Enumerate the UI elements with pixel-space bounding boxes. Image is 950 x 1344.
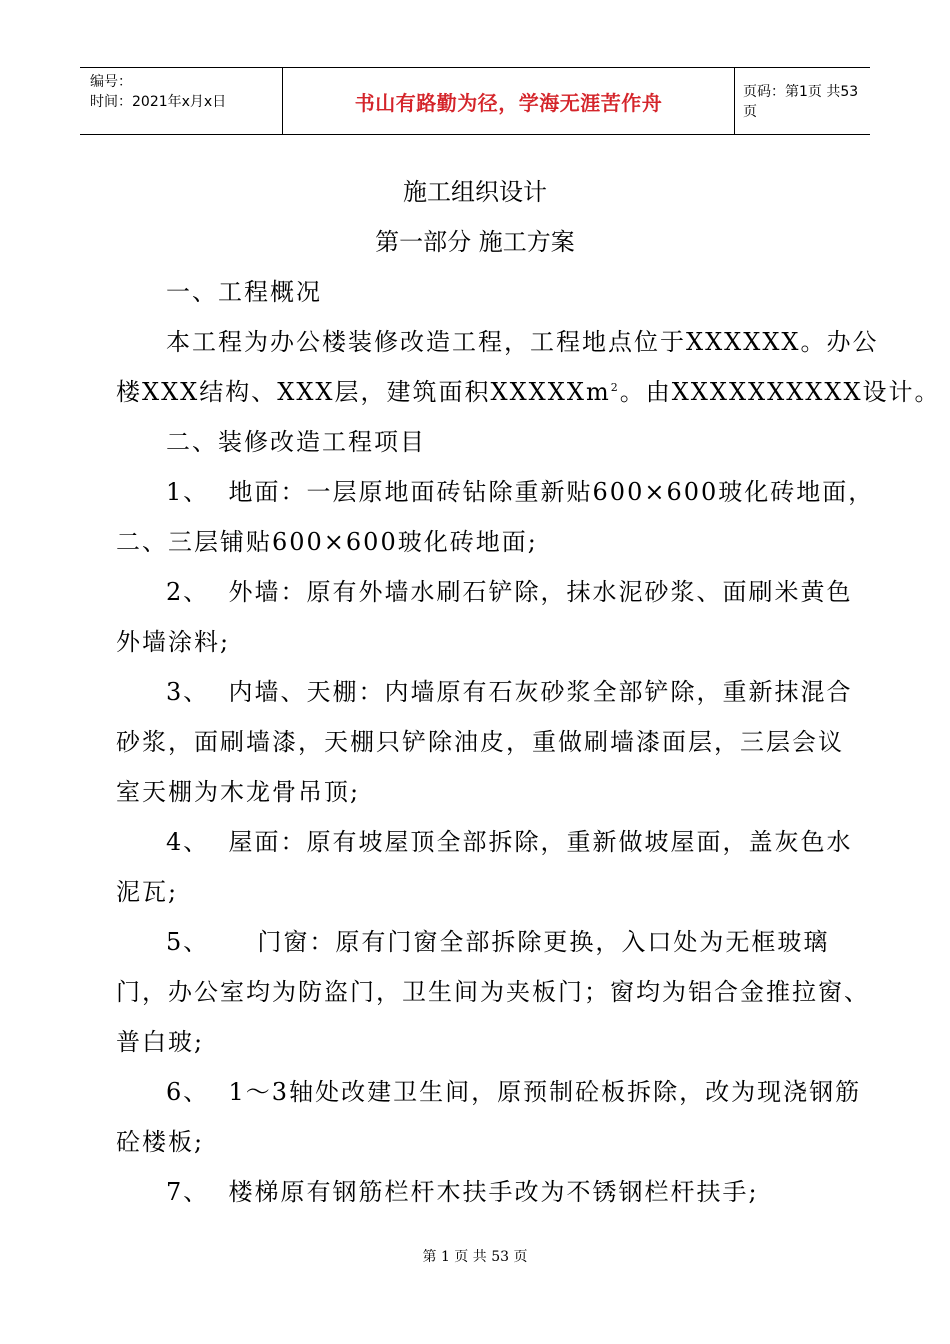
- doc-subtitle: 第一部分 施工方案: [375, 228, 575, 256]
- list-item: 6、 1～3轴处改建卫生间，原预制砼板拆除，改为现浇钢筋: [166, 1078, 862, 1106]
- list-item-cont: 泥瓦;: [116, 878, 179, 906]
- section-heading-1: 一、工程概况: [166, 278, 322, 306]
- list-item-cont: 砼楼板;: [116, 1128, 205, 1156]
- list-item-cont: 室天棚为木龙骨吊顶;: [116, 778, 361, 806]
- list-item: 7、 楼梯原有钢筋栏杆木扶手改为不锈钢栏杆扶手;: [166, 1178, 759, 1206]
- header-meta: [80, 68, 283, 134]
- page-footer: 第 1 页 共 53 页: [422, 1249, 528, 1265]
- page-info: 页码：第1页 共53页: [743, 84, 859, 120]
- list-item: 5、 门窗：原有门窗全部拆除更换，入口处为无框玻璃: [166, 928, 830, 956]
- list-item-cont: 普白玻;: [116, 1028, 205, 1056]
- list-item: 4、 屋面：原有坡屋顶全部拆除，重新做坡屋面，盖灰色水: [166, 828, 853, 856]
- paragraph-line: 本工程为办公楼装修改造工程，工程地点位于XXXXXX。办公: [166, 328, 879, 356]
- header-page-info: [735, 68, 870, 134]
- list-item-cont: 二、三层铺贴600×600玻化砖地面;: [116, 528, 538, 556]
- list-item: 3、 内墙、天棚：内墙原有石灰砂浆全部铲除，重新抹混合: [166, 678, 853, 706]
- list-item-cont: 外墙涂料;: [116, 628, 231, 656]
- paragraph-line: 楼XXX结构、XXX层，建筑面积XXXXXm$^2$。由XXXXXXXXXX设计。: [116, 378, 941, 406]
- list-item-cont: 门，办公室均为防盗门，卫生间为夹板门；窗均为铝合金推拉窗、: [116, 978, 870, 1006]
- code-label: 编号：: [90, 74, 132, 90]
- section-heading-2: 二、装修改造工程项目: [166, 428, 426, 456]
- header-motto-cell: [283, 68, 735, 134]
- date-label: 时间：2021年x月x日: [90, 94, 227, 110]
- motto: 书山有路勤为径，学海无涯苦作舟: [354, 90, 663, 115]
- header-table: [80, 67, 870, 135]
- list-item: 1、 地面：一层原地面砖钻除重新贴600×600玻化砖地面，: [166, 478, 875, 506]
- doc-title: 施工组织设计: [403, 178, 547, 206]
- list-item: 2、 外墙：原有外墙水刷石铲除，抹水泥砂浆、面刷米黄色: [166, 578, 853, 606]
- list-item-cont: 砂浆，面刷墙漆，天棚只铲除油皮，重做刷墙漆面层，三层会议: [116, 728, 844, 756]
